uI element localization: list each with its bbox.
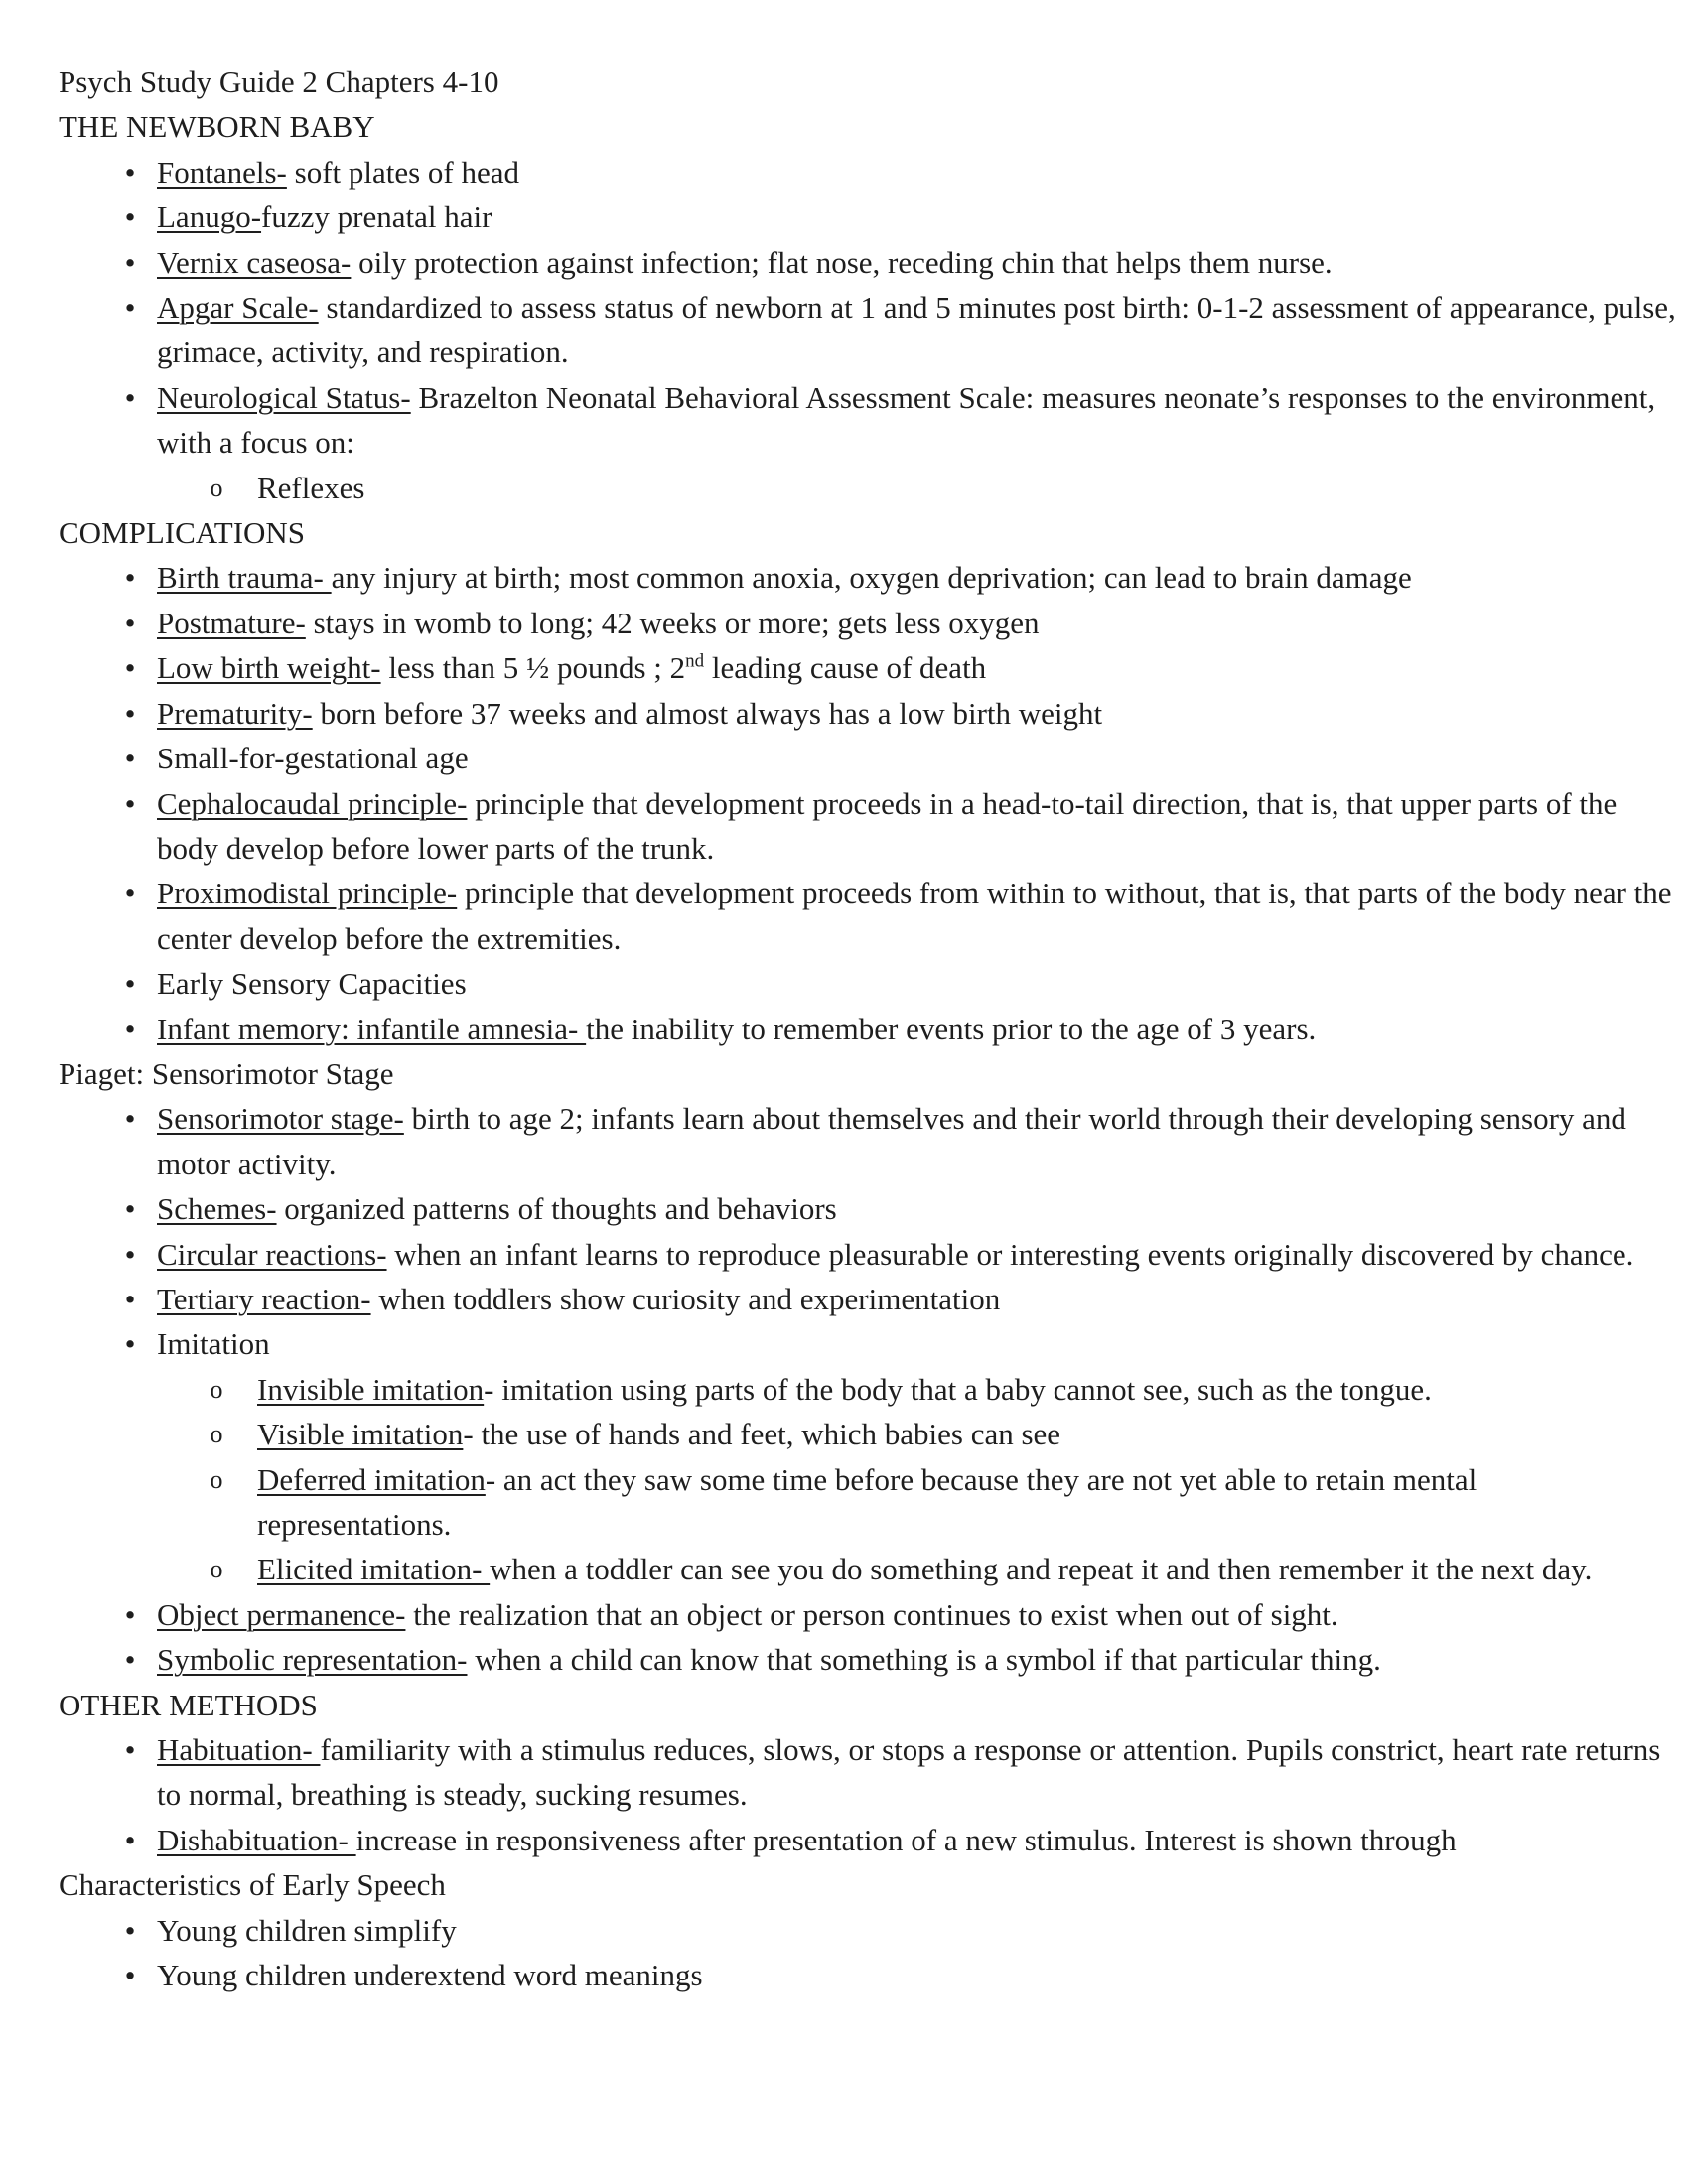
bullet-icon: •: [124, 1236, 136, 1272]
section-heading-early-speech: Characteristics of Early Speech: [59, 1867, 446, 1903]
bullet-icon: •: [124, 560, 136, 596]
definition: when toddlers show curiosity and experimentation: [370, 1281, 1001, 1316]
newborn-list: [59, 150, 1676, 510]
page-title: Psych Study Guide 2 Chapters 4-10: [59, 65, 499, 99]
definition: familiarity with a stimulus reduces, slows, or stops a response or attention. Pupils constrict, heart rate returns to normal, breathing is steady, sucking resumes.: [157, 1732, 1661, 1813]
item-text: Early Sensory Capacities: [157, 966, 467, 1002]
bullet-icon: •: [124, 244, 136, 280]
bullet-icon: •: [124, 1101, 136, 1137]
item-text: Small-for-gestational age: [157, 741, 469, 776]
list-item: [59, 601, 1676, 645]
bullet-icon: •: [124, 1822, 136, 1857]
definition: - imitation using parts of the body that a baby cannot see, such as the tongue.: [484, 1371, 1432, 1407]
term: Vernix caseosa-: [157, 244, 352, 280]
list-item: [59, 645, 1676, 690]
list-item: [59, 1232, 1676, 1277]
term: Sensorimotor stage-: [157, 1101, 404, 1137]
list-item: [59, 781, 1676, 872]
item-text: Young children simplify: [157, 1912, 457, 1948]
definition: principle that development proceeds in a head-to-tail direction, that is, that upper parts of the body develop before lower parts of the trunk.: [157, 785, 1618, 866]
term: Symbolic representation-: [157, 1642, 468, 1678]
bullet-icon: •: [124, 1281, 136, 1316]
bullet-icon: •: [124, 290, 136, 326]
bullet-icon: •: [124, 379, 136, 415]
definition: - an act they saw some time before because they are not yet able to retain mental representations.: [257, 1461, 1477, 1542]
definition: oily protection against infection; flat nose, receding chin that helps them nurse.: [351, 244, 1333, 280]
section-heading-piaget: Piaget: Sensorimotor Stage: [59, 1055, 394, 1091]
list-item: [59, 691, 1676, 736]
bullet-icon: •: [124, 695, 136, 731]
sub-list-item: [59, 1457, 1677, 1548]
term: Tertiary reaction-: [157, 1281, 371, 1316]
definition: any injury at birth; most common anoxia, oxygen deprivation; can lead to brain damage: [331, 560, 1412, 596]
circle-bullet-icon: o: [210, 1420, 223, 1449]
term: Object permanence-: [157, 1596, 406, 1632]
sub-list-item: [59, 1412, 1677, 1456]
bullet-icon: •: [124, 1732, 136, 1768]
list-item: [59, 150, 1676, 195]
item-text: Imitation: [157, 1326, 270, 1362]
list-item: [59, 1592, 1676, 1637]
definition: organized patterns of thoughts and behaviors: [276, 1191, 837, 1227]
term: Low birth weight-: [157, 650, 381, 686]
definition: stays in womb to long; 42 weeks or more; gets less oxygen: [305, 605, 1040, 640]
ordinal-superscript: nd: [685, 650, 705, 672]
list-item: [59, 1908, 1676, 1953]
term: Postmature-: [157, 605, 306, 640]
sub-list-item: [59, 1367, 1677, 1412]
term: Neurological Status-: [157, 379, 411, 415]
term: Invisible imitation: [257, 1371, 485, 1407]
bullet-icon: •: [124, 741, 136, 776]
definition: soft plates of head: [286, 154, 520, 190]
term: Cephalocaudal principle-: [157, 785, 468, 821]
definition-continued: leading cause of death: [704, 650, 987, 686]
bullet-icon: •: [124, 650, 136, 686]
list-item: [59, 961, 1676, 1006]
term: Infant memory: infantile amnesia-: [157, 1011, 587, 1046]
definition: fuzzy prenatal hair: [261, 200, 492, 235]
bullet-icon: •: [124, 1958, 136, 1993]
definition: - the use of hands and feet, which babies can see: [463, 1417, 1061, 1452]
definition: born before 37 weeks and almost always has a low birth weight: [312, 695, 1103, 731]
bullet-icon: •: [124, 154, 136, 190]
sub-list-item: [59, 466, 1677, 510]
bullet-icon: •: [124, 1191, 136, 1227]
complications-list: [59, 555, 1672, 1050]
list-item: [59, 736, 1676, 780]
term: Birth trauma-: [157, 560, 332, 596]
list-item: [59, 1007, 1676, 1051]
sub-item-text: Reflexes: [257, 470, 365, 505]
list-item: [59, 240, 1676, 285]
bullet-icon: •: [124, 200, 136, 235]
item-text: Young children underextend word meanings: [157, 1958, 703, 1993]
bullet-icon: •: [124, 1912, 136, 1948]
list-item: [59, 1277, 1676, 1321]
term: Visible imitation: [257, 1417, 464, 1452]
term: Apgar Scale-: [157, 290, 319, 326]
bullet-icon: •: [124, 1596, 136, 1632]
list-item: [59, 1727, 1676, 1818]
section-heading-newborn: THE NEWBORN BABY: [59, 109, 375, 145]
circle-bullet-icon: o: [210, 1555, 223, 1584]
definition: increase in responsiveness after presentation of a new stimulus. Interest is shown through: [355, 1822, 1457, 1857]
term: Fontanels-: [157, 154, 287, 190]
definition: principle that development proceeds from within to without, that is, that parts of the body near the center develop before the extremities.: [157, 876, 1672, 956]
circle-bullet-icon: o: [210, 1374, 223, 1404]
bullet-icon: •: [124, 1326, 136, 1362]
definition: standardized to assess status of newborn at 1 and 5 minutes post birth: 0-1-2 assessment of appearance, pulse, grimace, activity, and respiration.: [157, 290, 1676, 370]
bullet-icon: •: [124, 1011, 136, 1046]
bullet-icon: •: [124, 966, 136, 1002]
bullet-icon: •: [124, 1642, 136, 1678]
list-item: [59, 285, 1676, 375]
study-guide-page: [59, 60, 1676, 1997]
section-heading-complications: COMPLICATIONS: [59, 515, 306, 551]
term: Lanugo-: [157, 200, 262, 235]
definition: the inability to remember events prior to the age of 3 years.: [586, 1011, 1317, 1046]
term: Dishabituation-: [157, 1822, 356, 1857]
definition: when a toddler can see you do something and repeat it and then remember it the next day.: [490, 1552, 1593, 1587]
definition: when an infant learns to reproduce pleasurable or interesting events originally discovered by chance.: [386, 1236, 1634, 1272]
term: Circular reactions-: [157, 1236, 387, 1272]
definition: less than 5 ½ pounds ; 2: [380, 650, 686, 686]
definition: Brazelton Neonatal Behavioral Assessment Scale: measures neonate’s responses to the environment, with a focus on:: [157, 379, 1656, 461]
term: Schemes-: [157, 1191, 277, 1227]
list-item: [59, 555, 1676, 600]
list-item: [59, 1186, 1676, 1231]
other-methods-list: [59, 1727, 1661, 1862]
bullet-icon: •: [124, 785, 136, 821]
list-item: [59, 1096, 1676, 1186]
definition: birth to age 2; infants learn about themselves and their world through their developing sensory and motor activity.: [157, 1101, 1626, 1181]
section-heading-other-methods: OTHER METHODS: [59, 1687, 318, 1722]
circle-bullet-icon: o: [210, 473, 223, 502]
term: Habituation-: [157, 1732, 321, 1768]
bullet-icon: •: [124, 876, 136, 911]
list-item: [59, 1953, 1676, 1997]
term: Proximodistal principle-: [157, 876, 458, 911]
definition: when a child can know that something is a symbol if that particular thing.: [467, 1642, 1381, 1678]
bullet-icon: •: [124, 605, 136, 640]
list-item: [59, 871, 1676, 961]
definition: the realization that an object or person continues to exist when out of sight.: [405, 1596, 1338, 1632]
early-speech-list: [59, 1908, 1647, 1998]
list-item: [59, 195, 1676, 239]
list-item: [59, 1637, 1676, 1682]
circle-bullet-icon: o: [210, 1464, 223, 1494]
list-item: [59, 1818, 1676, 1862]
list-item: [59, 1321, 1676, 1366]
sub-list-item: [59, 1547, 1677, 1591]
term: Prematurity-: [157, 695, 313, 731]
term: Elicited imitation-: [257, 1552, 491, 1587]
piaget-list: [59, 1096, 1647, 1682]
list-item: [59, 375, 1676, 466]
term: Deferred imitation: [257, 1461, 486, 1497]
